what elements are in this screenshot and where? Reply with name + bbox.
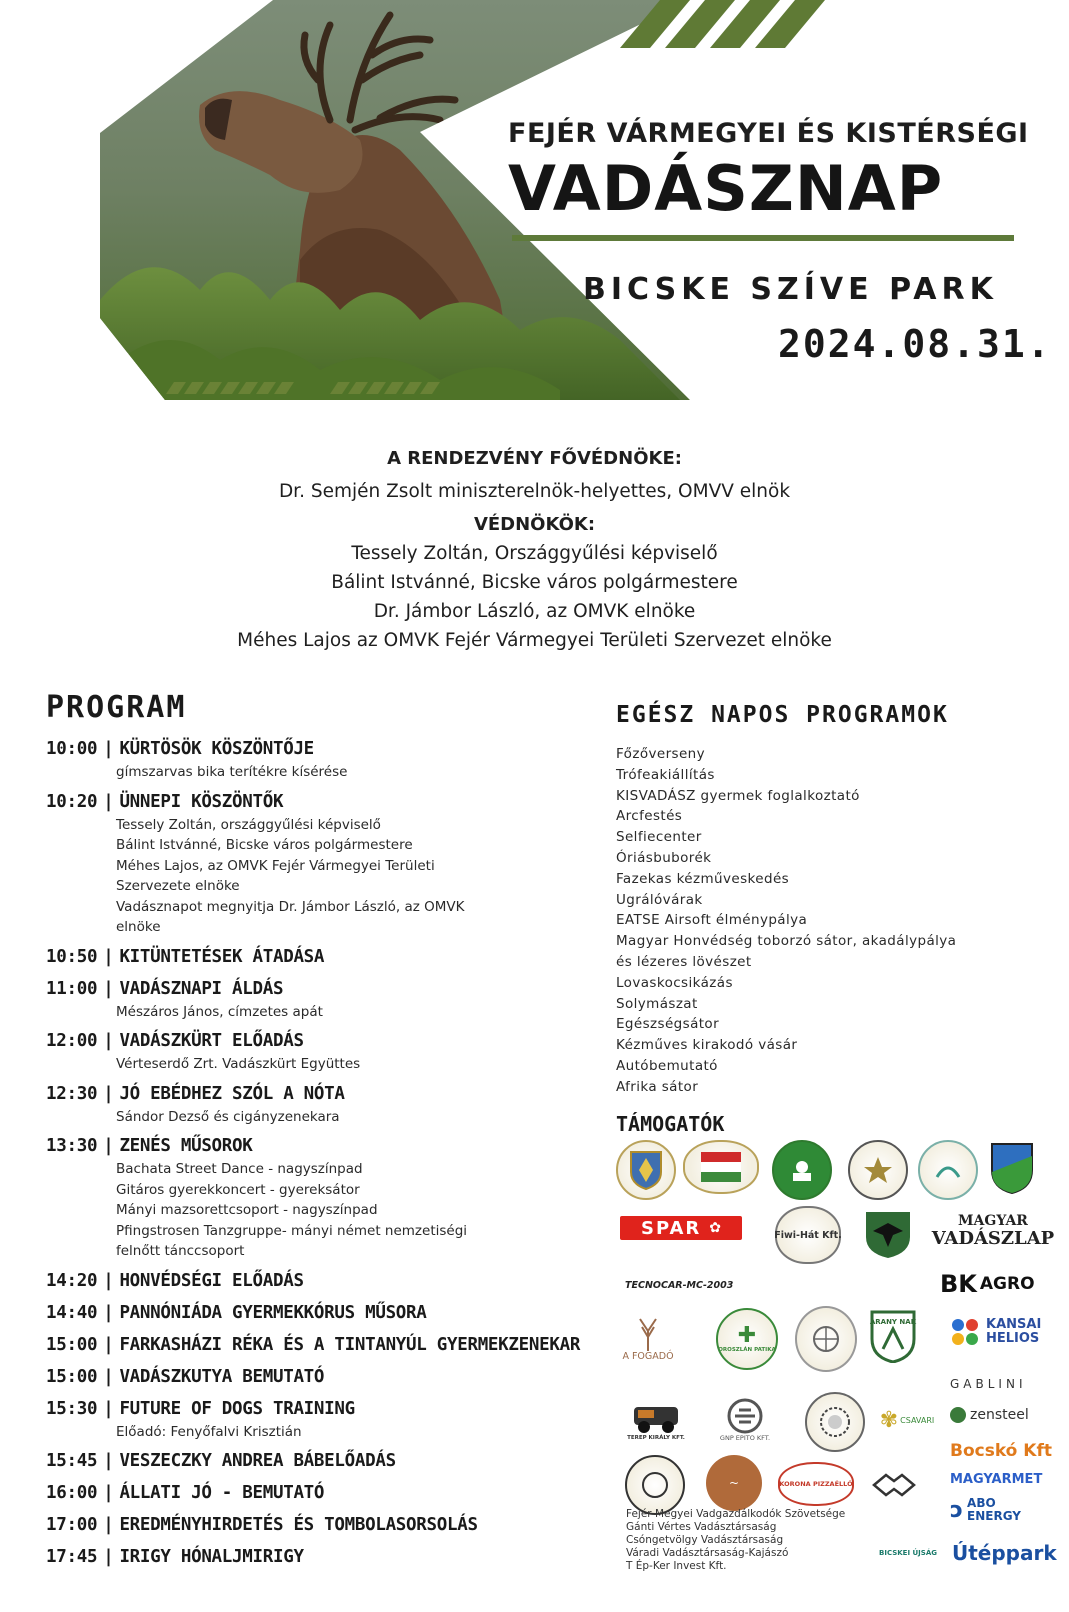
program-time: 13:30 [46,1136,98,1156]
program-item [46,944,606,970]
fiwi-hat-logo: Fiwi-Hát Kft. [775,1206,841,1264]
program-time: 17:45 [46,1547,98,1567]
allday-item: Arcfestés [616,808,683,825]
program-time: 14:20 [46,1270,98,1291]
allday-item: Kézműves kirakodó vásár [616,1037,798,1054]
balzsi-logo [706,1455,762,1511]
donor-5: T Ép-Ker Invest Kft. [626,1560,727,1572]
program-item [46,1512,606,1538]
program-title: IRIGY HÓNALJMIRIGY [119,1547,304,1567]
program-item-heading [46,1544,606,1570]
allday-item: Selfiecenter [616,829,702,846]
allday-item: Egészségsátor [616,1016,720,1033]
zensteel-logo: zensteel [950,1404,1050,1426]
program-title: ÜNNEPI KÖSZÖNTŐK [119,791,284,812]
program-item [46,1300,606,1326]
program-detail: Mányi mazsorettcsoport - nagyszínpad [116,1202,378,1218]
terep-kiraly-logo: TEREP KIRÁLY KFT. [620,1392,692,1450]
program-title: VADÁSZKÜRT ELŐADÁS [119,1031,304,1051]
zensteel-mark-icon [950,1407,966,1423]
allday-item: Solymászat [616,995,698,1012]
program-item-heading [46,789,606,815]
program-item [46,976,606,1023]
program-title: FUTURE OF DOGS TRAINING [119,1398,355,1419]
program-title: KITÜNTETÉSEK ÁTADÁSA [119,946,325,967]
program-item [46,1544,606,1570]
allday-list [616,744,1036,1098]
county-crest-logo [616,1140,676,1200]
allday-item: Óriásbuborék [616,849,712,866]
allday-item: Afrika sátor [616,1078,699,1095]
program-item [46,1364,606,1390]
title-divider [512,235,1014,241]
program-detail: Szervezete elnöke [116,878,240,894]
separator: | [103,1398,114,1419]
program-detail: gímszarvas bika terítékre kísérése [116,764,348,780]
event-title: VADÁSZNAP [508,152,944,225]
program-item [46,1332,606,1358]
program-time: 10:00 [46,739,98,759]
program-detail: Tessely Zoltán, országgyűlési képviselő [116,816,381,833]
program-detail: felnőtt tánccsoport [116,1243,245,1259]
program-detail: Vérteserdő Zrt. Vadászkürt Együttes [116,1056,361,1072]
allday-item: és lézeres lövészet [616,953,752,970]
program-item [46,1396,606,1443]
program-time: 14:40 [46,1302,98,1323]
program-item [46,789,606,938]
program-detail: Előadó: Fenyőfalvi Krisztián [116,1423,302,1440]
gablini-logo: GABLINI [950,1377,1027,1391]
arany-nak-logo [866,1306,920,1366]
program-time: 15:30 [46,1398,98,1419]
program-item [46,1133,606,1262]
handshake-logo [866,1458,922,1508]
oroszlan-patika-logo: ✚ OROSZLÁN PATIKA [716,1308,778,1370]
program-detail: Sándor Dezső és cigányzenekara [116,1108,340,1125]
allday-item: Lovaskocsikázás [616,974,733,991]
program-detail: Bálint Istvánné, Bicske város polgármestere [116,837,413,853]
program-time: 15:45 [46,1451,98,1471]
separator: | [103,1451,114,1471]
hunter-club-logo [772,1140,832,1200]
patron-1: Tessely Zoltán, Országgyűlési képviselő [351,543,718,564]
allday-item: Trófeakiállítás [616,766,715,783]
program-item-heading [46,736,606,762]
separator: | [103,1031,114,1051]
main-patron: Dr. Semjén Zsolt miniszterelnök-helyettes, OMVV elnök [278,481,791,502]
program-item-heading [46,1133,606,1159]
patron-2: Bálint Istvánné, Bicske város polgármestere [331,572,738,593]
separator: | [103,1547,114,1567]
pharmacy-cross-icon: ✚ [737,1323,757,1348]
program-time: 15:00 [46,1366,98,1387]
program-time: 16:00 [46,1483,98,1503]
separator: | [103,1136,114,1156]
program-title: ÁLLATI JÓ - BEMUTATÓ [119,1483,325,1503]
program-title: VADÁSZKUTYA BEMUTATÓ [119,1366,325,1387]
allday-item: Magyar Honvédség toborzó sátor, akadálypálya [616,933,957,950]
program-item [46,1448,606,1474]
program-title: KÜRTÖSÖK KÖSZÖNTŐJE [119,739,314,759]
event-date: 2024.08.31. [778,322,1052,366]
program-title: HONVÉDSÉGI ELŐADÁS [119,1270,304,1291]
program-title: ZENÉS MŰSOROK [119,1136,253,1156]
allday-item: KISVADÁSZ gyermek foglalkoztató [616,787,860,804]
program-title: VESZECZKY ANDREA BÁBELŐADÁS [119,1451,396,1471]
program-detail: Mészáros János, címzetes apát [116,1003,323,1020]
separator: | [103,791,114,812]
program-item-heading [46,1396,606,1422]
patrons-section [0,444,1069,655]
program-item-heading [46,1300,606,1326]
program-time: 12:00 [46,1031,98,1051]
ornate-crest-logo [795,1306,857,1372]
program-item [46,1081,606,1128]
patron-4: Méhes Lajos az OMVK Fejér Vármegyei Területi Szervezet elnöke [237,630,832,651]
program-item-heading [46,1268,606,1294]
allday-item: Ugrálóvárak [616,891,703,908]
allday-title: EGÉSZ NAPOS PROGRAMOK [616,702,949,728]
association-crest-logo [683,1140,759,1194]
allday-item: Főzőverseny [616,746,706,762]
club-seal-logo [625,1455,685,1515]
round-seal-logo [805,1392,865,1452]
program-item [46,1028,606,1075]
program-detail: Gitáros gyerekkoncert - gyereksátor [116,1181,360,1198]
program-item [46,1268,606,1294]
donor-3: Csóngetvölgy Vadásztársaság [626,1534,784,1546]
vertes-logo [848,1140,908,1200]
uteppark-logo: Útéppark [952,1541,1057,1565]
allday-item: EATSE Airsoft élménypálya [616,912,808,929]
separator: | [103,946,114,967]
program-item-heading [46,1480,606,1506]
main-patron-heading: A RENDEZVÉNY FŐVÉDNÖKE: [387,448,682,469]
event-venue: BICSKE SZÍVE PARK [583,272,998,307]
program-title: PROGRAM [46,690,187,725]
program-title: PANNÓNIÁDA GYERMEKKÓRUS MŰSORA [119,1302,427,1323]
bicskei-ujsag-logo: BICSKEI ÚJSÁG [879,1549,937,1557]
separator: | [103,978,114,999]
program-item [46,1480,606,1506]
fogado-logo: A FOGADÓ [618,1310,678,1368]
program-time: 12:30 [46,1083,98,1104]
donor-list [626,1508,896,1573]
program-detail: Méhes Lajos, az OMVK Fejér Vármegyei Területi [116,857,435,874]
abo-mark-icon: ↄ [950,1497,964,1523]
program-item-heading [46,1332,606,1358]
event-subtitle: FEJÉR VÁRMEGYEI ÉS KISTÉRSÉGI [508,118,1029,149]
program-title: JÓ EBÉDHEZ SZÓL A NÓTA [119,1083,345,1104]
city-crest-logo [986,1140,1038,1196]
program-item-heading [46,944,606,970]
separator: | [103,1334,114,1355]
tecnocar-logo: TECNOCAR-MC-2003 [625,1279,734,1291]
magyar-vadaszlap-logo: MAGYAR VADÁSZLAP [931,1213,1055,1249]
program-detail: Bachata Street Dance - nagyszínpad [116,1161,363,1177]
program-item-heading [46,1512,606,1538]
korona-pizzeria-logo: KORONA PIZZAÉLLÓ [778,1462,854,1506]
donor-4: Váradi Vadásztársaság-Kajászó [626,1547,789,1559]
donor-2: Gánti Vértes Vadásztársaság [626,1521,777,1533]
separator: | [103,1302,114,1323]
separator: | [103,1366,114,1387]
kansai-helios-logo: KANSAI HELIOS [950,1316,1055,1348]
separator: | [103,1083,114,1104]
program-time: 10:50 [46,946,98,967]
program-time: 17:00 [46,1515,98,1535]
program-item-heading [46,1081,606,1107]
program-title: EREDMÉNYHIRDETÉS ÉS TOMBOLASORSOLÁS [119,1515,478,1535]
eagle-crest-logo [860,1208,916,1260]
program-time: 10:20 [46,791,98,812]
spar-tree-icon: ✿ [709,1220,722,1236]
bocsko-logo: Bocskó Kft [950,1441,1052,1461]
allday-item: Autóbemutató [616,1057,718,1074]
fishing-assoc-logo [918,1140,978,1200]
separator: | [103,1515,114,1535]
sponsors-title: TÁMOGATÓK [616,1112,725,1136]
gnp-epito-logo: GNP EPITO KFT. [700,1392,790,1448]
patron-3: Dr. Jámbor László, az OMVK elnöke [373,601,696,622]
program-time: 15:00 [46,1334,98,1355]
program-item-heading [46,1448,606,1474]
abo-energy-logo: ↄ ABO ENERGY [950,1496,1021,1523]
separator: | [103,1270,114,1291]
program-title: VADÁSZNAPI ÁLDÁS [119,978,284,999]
program-detail: elnöke [116,919,161,935]
program-title: FARKASHÁZI RÉKA ÉS A TINTANYÚL GYERMEKZENEKAR [119,1334,581,1355]
csavari-logo: ✾ CSAVARI [879,1407,935,1433]
balzsi-script-mark: ~ [728,1476,740,1490]
allday-item: Fazekas kézműveskedés [616,870,790,887]
program-item-heading [46,1364,606,1390]
program-item [46,736,606,783]
separator: | [103,739,114,759]
spar-logo: SPAR ✿ [620,1216,742,1240]
arany-nak-text: ARANY NAK [869,1318,917,1326]
separator: | [103,1483,114,1503]
patrons-heading: VÉDNÖKÖK: [473,514,596,535]
bk-agro-logo: BK AGRO [940,1270,1035,1298]
wheat-icon: ✾ [879,1407,899,1433]
donor-1: Fejér Megyei Vadgazdálkodók Szövetsége [626,1508,846,1520]
magyarmet-logo: MAGYARMET [950,1471,1043,1487]
program-item-heading [46,1028,606,1054]
program-list [46,736,606,1576]
program-detail: Vadásznapot megnyitja Dr. Jámbor László, az OMVK [116,898,465,915]
program-detail: Pfingstrosen Tanzgruppe- mányi német nemzetiségi [116,1222,468,1239]
program-item-heading [46,976,606,1002]
program-time: 11:00 [46,978,98,999]
